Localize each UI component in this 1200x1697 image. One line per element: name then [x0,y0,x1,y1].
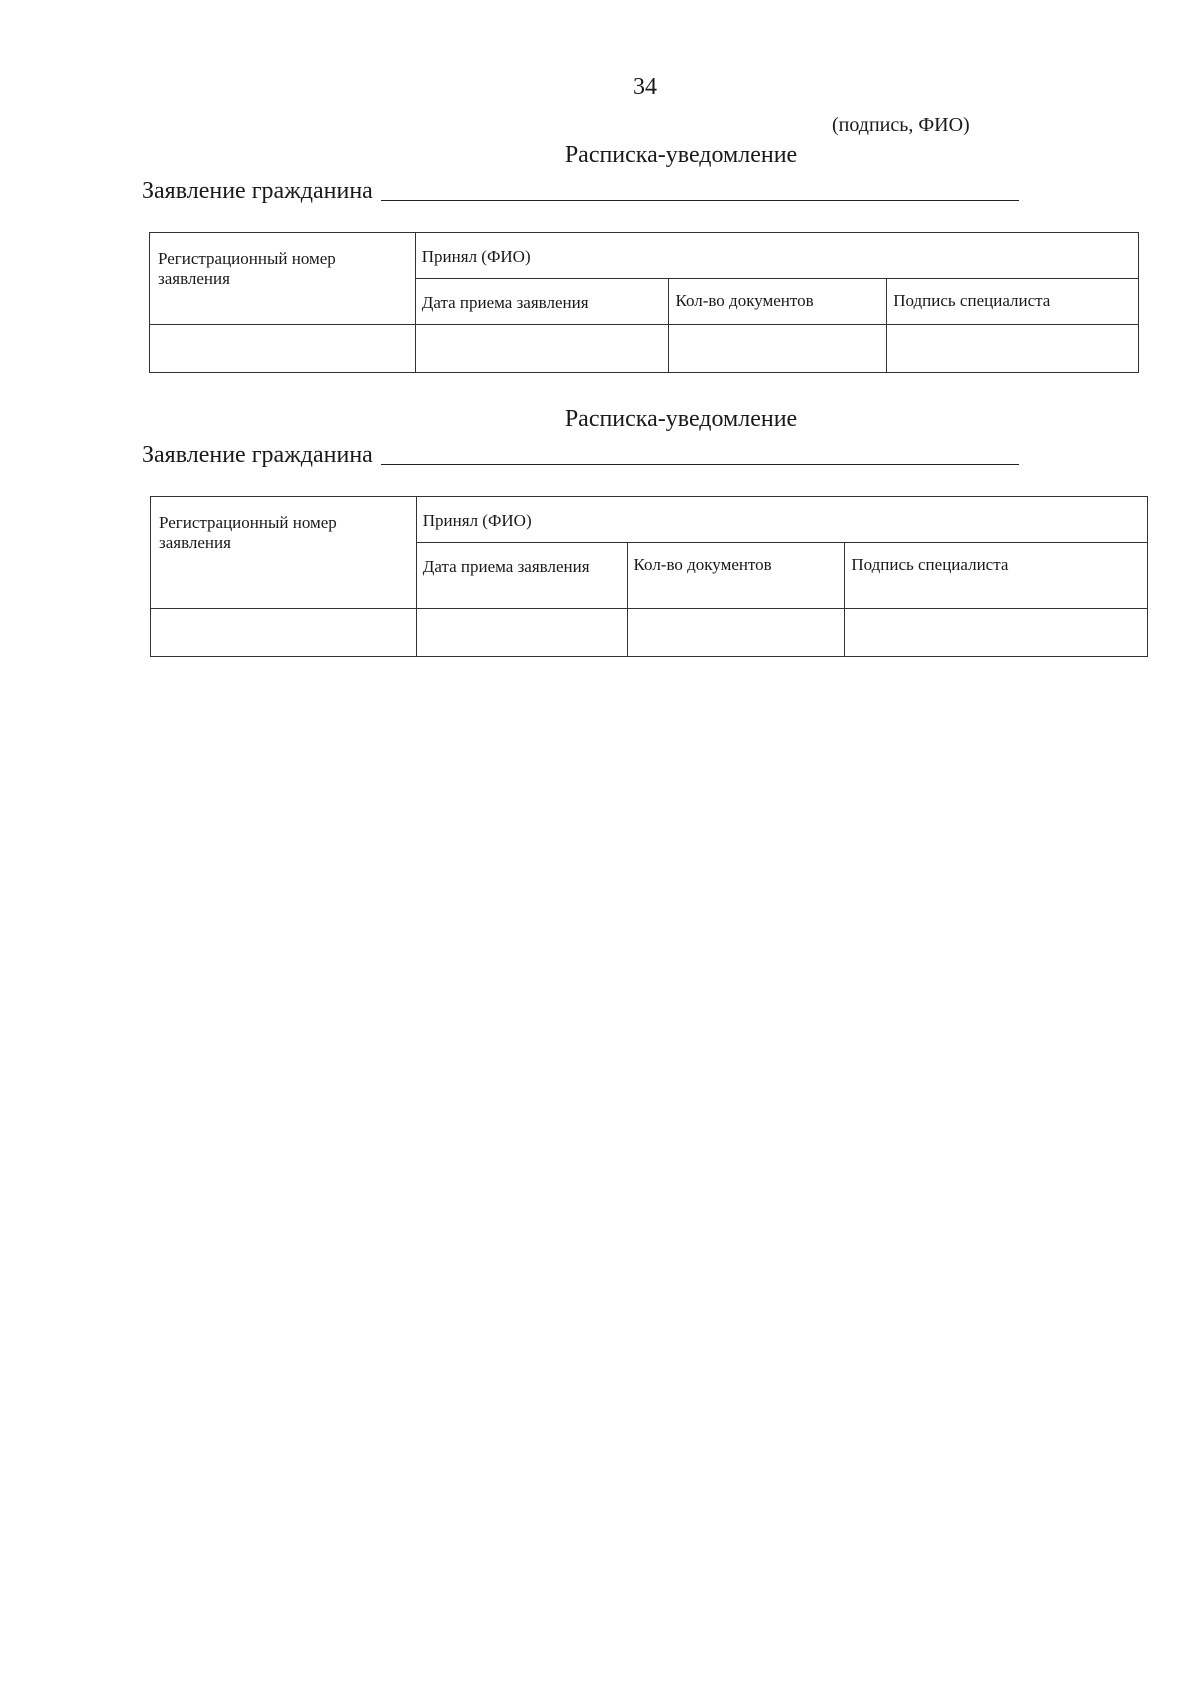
receipt-table-2 [150,496,1148,657]
date-cell-2[interactable] [416,609,627,657]
reg-number-header-1: Регистрационный номер заявления [150,233,416,325]
reg-number-header-2: Регистрационный номер заявления [151,497,417,609]
signature-cell-1[interactable] [887,325,1139,373]
statement-blank-1[interactable] [381,199,1019,201]
signature-caption: (подпись, ФИО) [832,114,970,136]
date-header-2: Дата приема заявления [416,543,627,609]
signature-header-1: Подпись специалиста [887,279,1139,325]
statement-label-1: Заявление гражданина [142,178,373,204]
reg-number-cell-1[interactable] [150,325,416,373]
docs-count-cell-2[interactable] [627,609,845,657]
receipt-title-1: Расписка-уведомление [564,142,798,168]
statement-label-2: Заявление гражданина [142,442,373,468]
page-number: 34 [633,74,657,100]
statement-line-2 [142,442,1019,469]
statement-blank-2[interactable] [381,463,1019,465]
receipt-title-2: Расписка-уведомление [564,406,798,432]
statement-line-1 [142,178,1019,205]
accepted-header-2: Принял (ФИО) [416,497,1147,543]
docs-count-header-2: Кол-во документов [627,543,845,609]
docs-count-cell-1[interactable] [669,325,887,373]
reg-number-cell-2[interactable] [151,609,417,657]
signature-header-2: Подпись специалиста [845,543,1148,609]
docs-count-header-1: Кол-во документов [669,279,887,325]
date-cell-1[interactable] [415,325,669,373]
receipt-table-1 [149,232,1139,373]
signature-cell-2[interactable] [845,609,1148,657]
date-header-1: Дата приема заявления [415,279,669,325]
accepted-header-1: Принял (ФИО) [415,233,1138,279]
